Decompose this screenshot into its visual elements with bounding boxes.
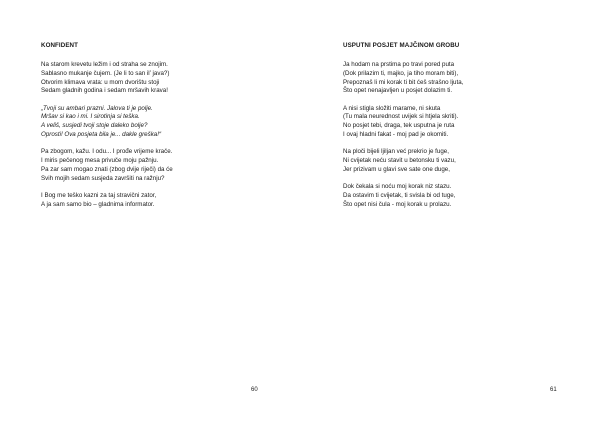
poem-line: Da ostavim ti cvijetak, ti svisla bi od tuge, (343, 192, 456, 200)
poem-line: Svih mojih sedam susjeda završiti na ražnju? (41, 174, 165, 182)
poem-line: I ovaj hladni fakat - moj pad je okomiti. (343, 131, 449, 139)
poem-line: Ja hodam na prstima po travi pored puta (343, 61, 455, 68)
poem-line: Prepoznaš li mi korak ti bit ćeš strašno ljuta, (343, 78, 464, 86)
poem-usputni-posjet (343, 42, 563, 218)
page-number: 60 (251, 387, 258, 393)
poem-line: (Dok prilazim ti, majko, ja tiho moram biti), (343, 69, 459, 77)
stanza (343, 105, 563, 140)
stanza (41, 192, 261, 210)
poem-line: Oprosti! Ova posjeta bila je... dakle greška!“ (41, 131, 162, 139)
poem-line: Što opet nisi čula - moj korak u prolazu. (343, 200, 452, 208)
poem-title: USPUTNI POSJET MAJČINOM GROBU (343, 42, 460, 49)
poem-line: Otvorim klimava vrata: u mom dvorištu stoji (41, 78, 160, 86)
poem-line: Na ploči bijeli ljiljan već prekrio je fuge, (343, 148, 449, 156)
poem-line: A nisi stigla složiti marame, ni skuta (343, 104, 441, 112)
poem-line: Mršav si kao i mi. I sirotinja si teška. (41, 113, 140, 121)
poem-line: Sablasno mukanje čujem. (Je li to san il’ java?) (41, 69, 170, 77)
page-number: 61 (550, 387, 557, 393)
stanza (343, 61, 563, 96)
poem-line: Pa zbogom, kažu. I odu... I prođe vrijeme krače. (41, 148, 173, 156)
poem-line: „Tvoji su ambari prazni. Jalova ti je polje. (41, 104, 153, 112)
poem-title: KONFIDENT (41, 42, 78, 49)
poem-line: Na starom krevetu ležim i od straha se znojim. (41, 61, 168, 68)
stanza (41, 61, 261, 96)
poem-line: I Bog me teško kazni za taj stravični zator, (41, 192, 157, 200)
poem-konfident (41, 42, 261, 218)
poem-line: A ja sam samo bio – gladnima informator. (41, 200, 155, 208)
poem-line: (Tu mala neurednost uvijek si htjela skriti). (343, 113, 459, 121)
poem-line: Dok čekala si noću moj korak niz stazu. (343, 183, 452, 191)
right-page (300, 0, 600, 423)
poem-line: Jer prizivam u glavi sve sate one duge, (343, 165, 450, 173)
poem-line: Ni cvijetak neću stavit u betonsku ti vazu, (343, 157, 456, 165)
poem-line: No posjet tebi, draga, tek usputna je ruta (343, 122, 455, 130)
poem-line: Sedam gladnih godina i sedam mršavih krava! (41, 87, 168, 95)
stanza (343, 183, 563, 209)
poem-line: A veliš, susjedi tvoji stoje daleko bolje? (41, 122, 148, 130)
poem-line: Što opet nenajavljen u posjet dolazim ti. (343, 87, 453, 95)
stanza (41, 148, 261, 183)
poem-line: Pa zar sam mogao znati (zbog dvije riječi) da će (41, 165, 173, 173)
stanza-italic (41, 105, 261, 140)
stanza (343, 148, 563, 174)
poem-line: I miris pečenog mesa privuče moju pažnju. (41, 157, 159, 165)
